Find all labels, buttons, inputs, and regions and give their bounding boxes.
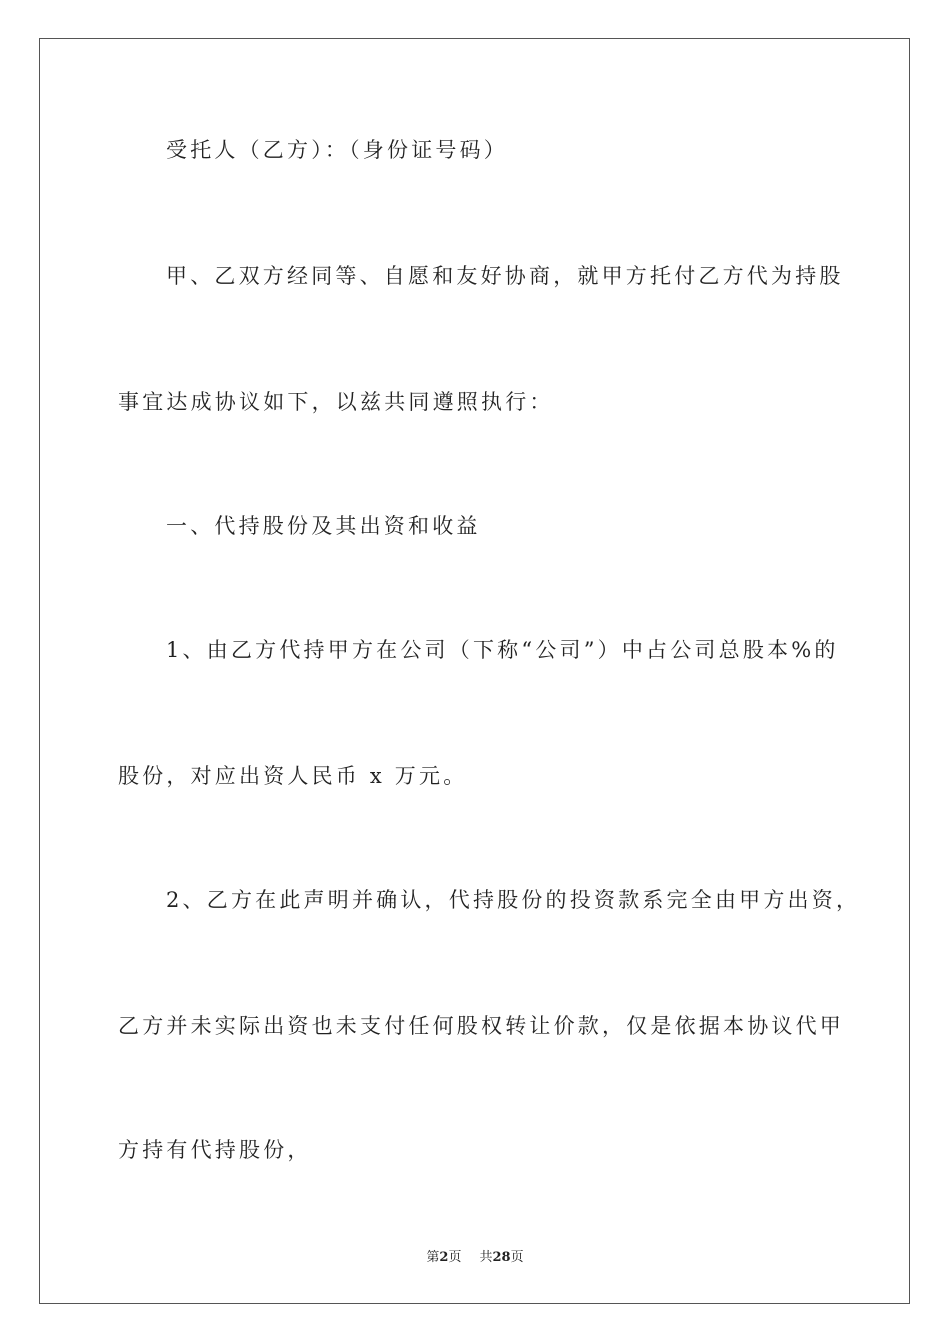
paragraph-line: 甲、乙双方经同等、自愿和友好协商，就甲方托付乙方代为持股 bbox=[166, 264, 844, 288]
paragraph-line: 方持有代持股份， bbox=[118, 1138, 312, 1162]
footer-page-unit: 页 bbox=[448, 1250, 462, 1265]
page-footer bbox=[0, 1246, 950, 1265]
total-pages-number: 28 bbox=[492, 1250, 511, 1265]
paragraph-line: 股份，对应出资人民币 x 万元。 bbox=[118, 764, 468, 788]
principal-line: 受托人（乙方）：（身份证号码） bbox=[166, 138, 508, 162]
page-frame bbox=[39, 38, 910, 1304]
paragraph-line: 乙方并未实际出资也未支付任何股权转让价款，仅是依据本协议代甲 bbox=[118, 1014, 844, 1038]
current-page-number: 2 bbox=[439, 1250, 449, 1265]
footer-total-prefix: 共 bbox=[479, 1250, 493, 1265]
footer-total-unit: 页 bbox=[510, 1250, 524, 1265]
section-heading: 一、代持股份及其出资和收益 bbox=[166, 514, 481, 538]
footer-prefix: 第 bbox=[426, 1250, 440, 1265]
paragraph-line: 2、乙方在此声明并确认，代持股份的投资款系完全由甲方出资， bbox=[166, 888, 861, 912]
paragraph-line: 1、由乙方代持甲方在公司（下称“公司”）中占公司总股本%的 bbox=[166, 638, 839, 662]
paragraph-line: 事宜达成协议如下，以兹共同遵照执行： bbox=[118, 390, 554, 414]
